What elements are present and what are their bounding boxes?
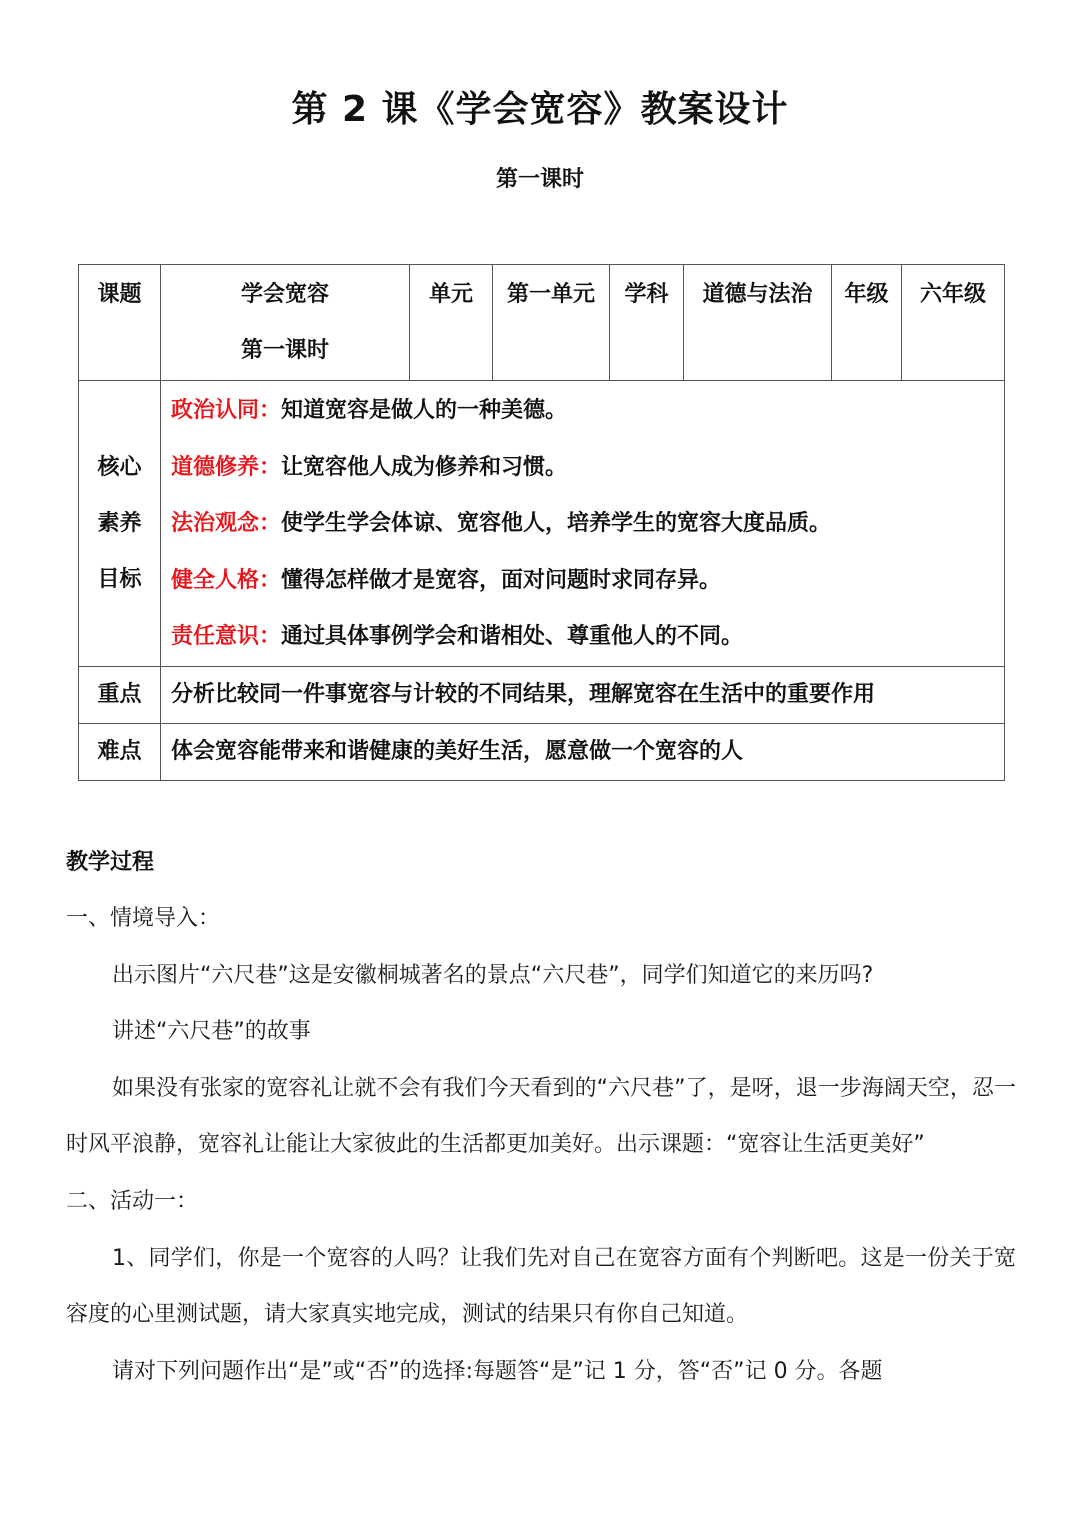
grade-label: 年级 [832, 265, 902, 381]
subject-value: 道德与法治 [684, 265, 832, 381]
difficulty-label: 难点 [79, 723, 161, 780]
section2-title: 二、活动一： [66, 1188, 199, 1214]
topic-label: 课题 [79, 265, 161, 381]
goals-label-line: 素养 [97, 511, 142, 537]
topic-value [161, 265, 410, 381]
goal-text: 让宽容他人成为修养和习惯。 [281, 454, 568, 480]
goal-item [171, 440, 1004, 497]
goals-label-line: 核心 [97, 455, 142, 481]
paragraph: 出示图片“六尺巷”这是安徽桐城著名的景点“六尺巷”，同学们知道它的来历吗? [112, 962, 874, 988]
paragraph: 1、同学们，你是一个宽容的人吗？让我们先对自己在宽容方面有个判断吧。这是一份关于宽容度的心里测试题，请大家真实地完成，测试的结果只有你自己知道。 [66, 1245, 1016, 1328]
goals-content [161, 381, 1005, 667]
grade-value: 六年级 [902, 265, 1005, 381]
key-point-text: 分析比较同一件事宽容与计较的不同结果，理解宽容在生活中的重要作用 [161, 666, 1005, 723]
unit-value: 第一单元 [493, 265, 610, 381]
process-heading: 教学过程 [66, 850, 155, 875]
goal-text: 知道宽容是做人的一种美德。 [281, 398, 568, 423]
goal-key: 政治认同： [171, 398, 282, 423]
goal-item [171, 609, 1004, 666]
lesson-info-table [78, 264, 1005, 781]
page-title: 第 2 课《学会宽容》教案设计 [291, 89, 789, 130]
table-header-row [79, 265, 1005, 381]
section1-title: 一、情境导入： [66, 906, 221, 931]
goal-item [171, 553, 1004, 610]
paragraph: 请对下列问题作出“是”或“否”的选择:每题答“是”记 1 分，答“否”记 0 分。各题 [112, 1358, 883, 1384]
process-body [66, 891, 1016, 1400]
goals-label [79, 381, 161, 667]
page-subtitle: 第一课时 [495, 167, 584, 192]
goals-label-line: 目标 [97, 567, 142, 593]
goal-key: 道德修养： [171, 454, 282, 480]
goal-key: 法治观念： [171, 511, 282, 536]
difficulty-text: 体会宽容能带来和谐健康的美好生活，愿意做一个宽容的人 [161, 723, 1005, 780]
paragraph: 讲述“六尺巷”的故事 [112, 1019, 311, 1045]
subject-label: 学科 [610, 265, 684, 381]
goals-row [79, 381, 1005, 667]
key-point-label: 重点 [79, 666, 161, 723]
topic-value-line2: 第一课时 [240, 338, 329, 363]
key-point-row [79, 666, 1005, 723]
goal-key: 健全人格： [171, 567, 282, 593]
paragraph: 如果没有张家的宽容礼让就不会有我们今天看到的“六尺巷”了，是呀，退一步海阔天空，忍一时风平浪静，宽容礼让能让大家彼此的生活都更加美好。出示课题：“宽容让生活更美好” [66, 1075, 1016, 1158]
difficulty-row [79, 723, 1005, 780]
goal-key: 责任意识： [171, 624, 282, 649]
goal-text: 懂得怎样做才是宽容，面对问题时求同存异。 [281, 567, 722, 593]
goal-text: 使学生学会体谅、宽容他人，培养学生的宽容大度品质。 [281, 511, 832, 536]
goal-item [171, 496, 1004, 553]
unit-label: 单元 [410, 265, 493, 381]
topic-value-line1: 学会宽容 [240, 282, 329, 307]
goal-item [171, 383, 1004, 440]
goal-text: 通过具体事例学会和谐相处、尊重他人的不同。 [281, 624, 744, 649]
